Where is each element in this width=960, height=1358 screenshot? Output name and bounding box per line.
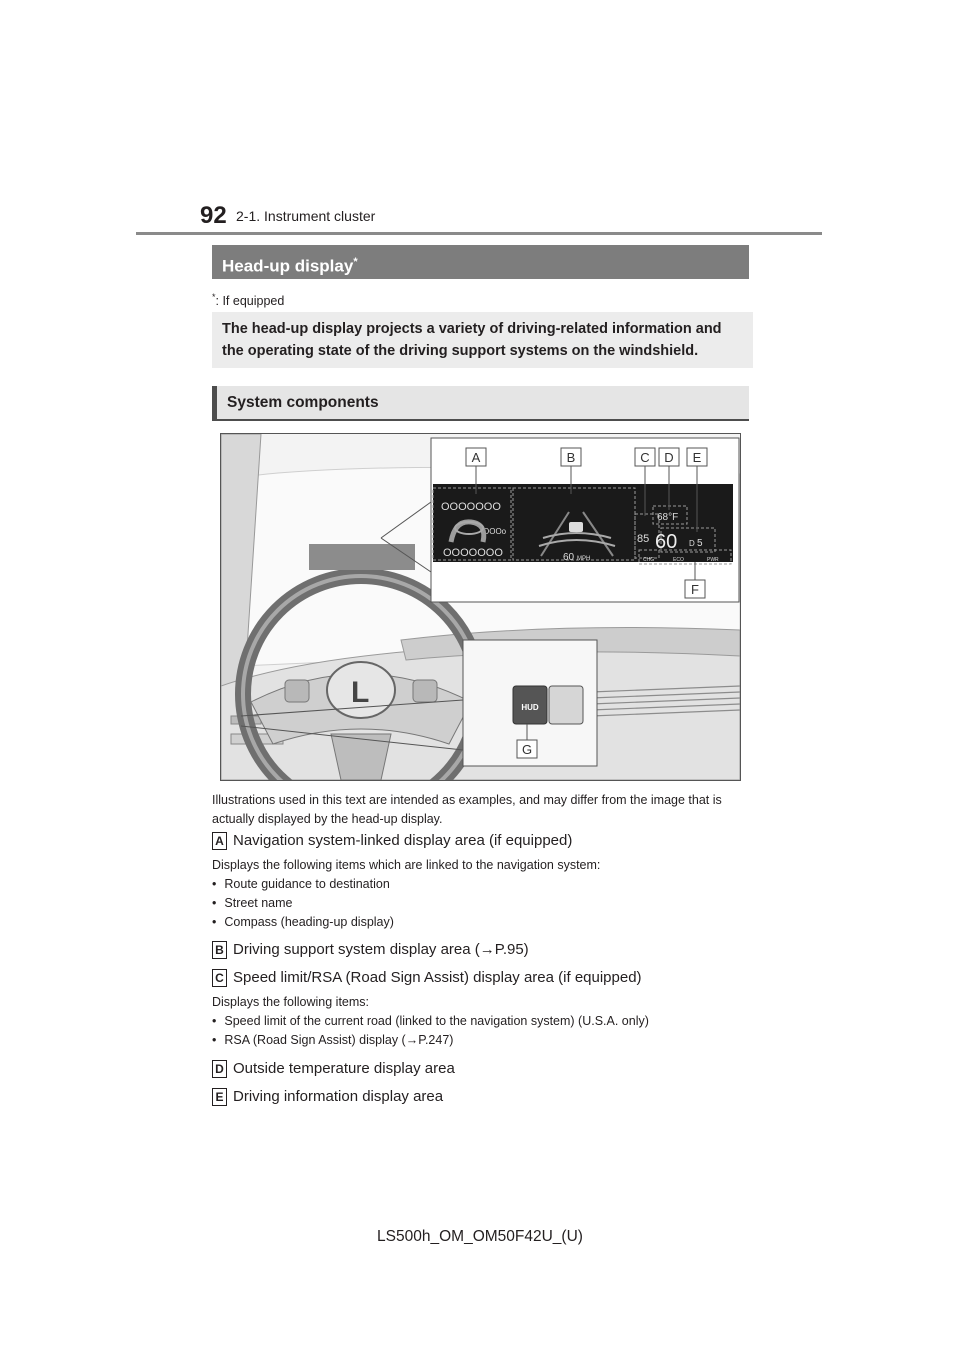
hud-temp: 68°F (657, 512, 679, 523)
item-a-bullet: • Street name (212, 896, 292, 910)
hud-limit: 85 (637, 533, 650, 545)
item-d-title: Outside temperature display area (233, 1060, 455, 1077)
callout-a: A (471, 450, 481, 465)
item-a-desc: Displays the following items which are linked to the navigation system: (212, 858, 601, 872)
item-c-bullet: • Speed limit of the current road (linked to the navigation system) (U.S.A. only) (212, 1014, 649, 1028)
badge-c: C (212, 969, 227, 987)
callout-e: E (692, 450, 702, 465)
badge-b: B (212, 941, 227, 959)
section-title: 2-1. Instrument cluster (236, 208, 376, 224)
badge-a: A (212, 832, 227, 850)
heading-text: Head-up display (222, 256, 354, 276)
hud-nav-bottom: OOOOOOO (443, 547, 503, 559)
footnote (212, 292, 284, 308)
cockpit-drawing (221, 434, 740, 780)
subheading-rule (212, 419, 749, 421)
hud-speed-small: 60 (563, 552, 575, 563)
heading-marker: * (353, 256, 358, 268)
page-footer: LS500h_OM_OM50F42U_(U) (377, 1228, 583, 1245)
callout-g: G (521, 742, 533, 757)
cockpit-illustration (220, 433, 741, 781)
item-e-title: Driving information display area (233, 1088, 444, 1105)
hud-gear-num: 5 (697, 538, 703, 549)
hud-pwr: PWR (707, 557, 719, 563)
hud-nav-small: OOOo (483, 527, 507, 536)
hud-speed: 60 (655, 531, 678, 553)
callout-d: D (664, 450, 674, 465)
svg-text:L: L (351, 676, 370, 709)
hud-button-label: HUD (521, 703, 539, 712)
badge-e: E (212, 1088, 227, 1106)
hud-chg: CHG (643, 557, 655, 563)
hud-eco: ECO (673, 557, 684, 563)
page-heading (212, 245, 749, 279)
item-b-title: Driving support system display area (→P.95) (233, 941, 529, 958)
illustration-caption: Illustrations used in this text are intended as examples, and may differ from the image that is actually displayed by the head-up display. (212, 793, 722, 826)
subheading: System components (212, 386, 749, 419)
badge-d: D (212, 1060, 227, 1078)
footnote-marker: * (212, 292, 216, 302)
intro-box: The head-up display projects a variety of driving-related information and the operating state of the driving support systems on the windshield. (212, 312, 753, 368)
header-rule (136, 232, 822, 235)
item-a-title: Navigation system-linked display area (if equipped) (233, 832, 573, 849)
page-number: 92 (200, 202, 227, 229)
item-a-bullet: • Compass (heading-up display) (212, 915, 394, 929)
callout-c: C (640, 450, 650, 465)
item-c-title: Speed limit/RSA (Road Sign Assist) display area (if equipped) (233, 969, 642, 986)
hud-mph: MPH (577, 556, 591, 562)
hud-nav-top: OOOOOOO (441, 501, 501, 513)
callout-f: F (691, 582, 699, 597)
callout-b: B (566, 450, 576, 465)
hud-gear: D (689, 539, 695, 548)
footnote-text: : If equipped (215, 294, 285, 309)
item-c-bullet: • RSA (Road Sign Assist) display (→P.247) (212, 1033, 453, 1047)
item-c-desc: Displays the following items: (212, 995, 370, 1009)
item-a-bullet: • Route guidance to destination (212, 877, 390, 891)
